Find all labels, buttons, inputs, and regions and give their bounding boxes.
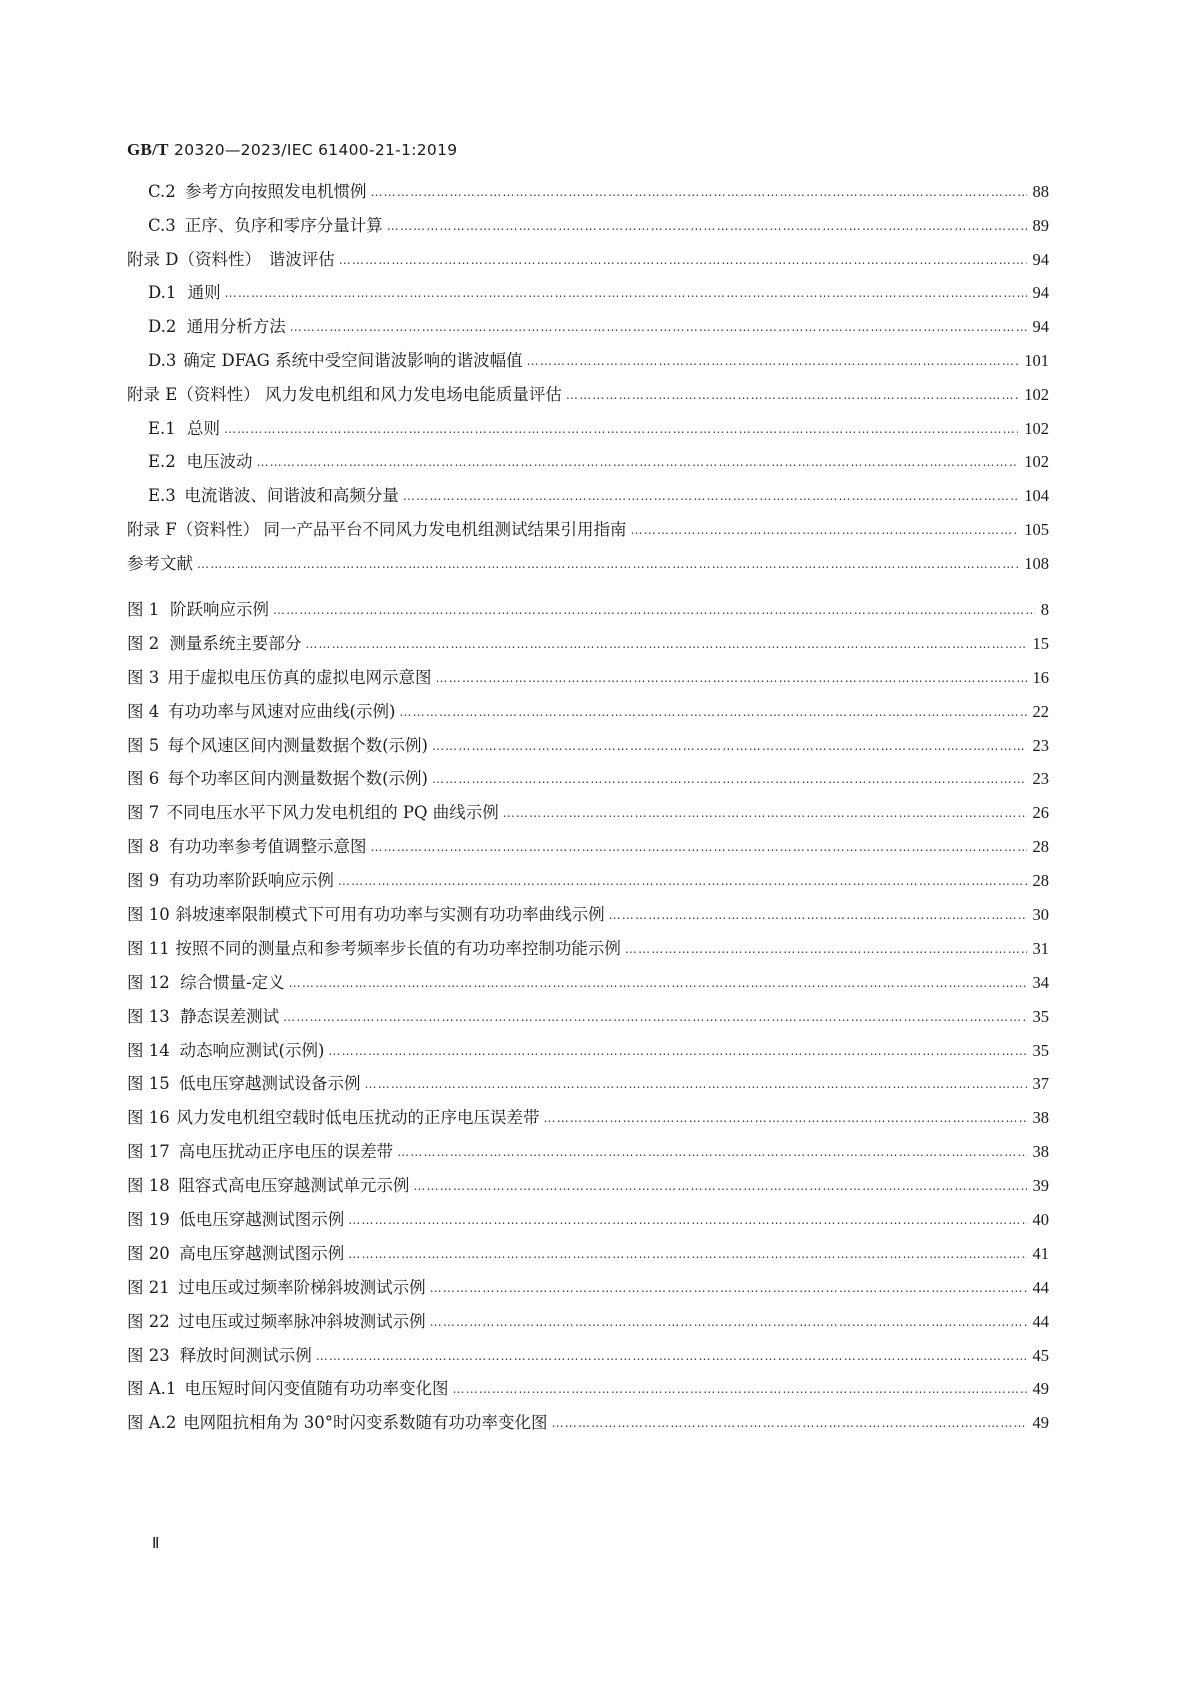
dot-leader — [413, 1179, 1026, 1193]
figure-title: 按照不同的测量点和参考频率步长值的有功功率控制功能示例 — [175, 938, 621, 958]
toc-page-number: 105 — [1024, 519, 1049, 539]
figure-page-number: 28 — [1032, 871, 1049, 891]
dot-leader — [365, 1077, 1027, 1091]
standard-prefix: GB/T — [127, 140, 169, 159]
figure-label: 图 9 — [127, 871, 160, 891]
figure-page-number: 49 — [1032, 1413, 1049, 1433]
figure-entry[interactable] — [127, 1240, 1049, 1274]
figure-label: 图 10 — [127, 905, 170, 925]
toc-label: D.2 — [148, 317, 177, 337]
figure-page-number: 35 — [1032, 1040, 1049, 1060]
figure-page-number: 30 — [1032, 905, 1049, 925]
figure-entry[interactable] — [127, 698, 1049, 732]
table-of-contents — [127, 178, 1049, 584]
toc-page-number: 101 — [1024, 350, 1049, 370]
figure-title: 阶跃响应示例 — [169, 600, 269, 619]
dot-leader — [625, 942, 1027, 956]
figure-page-number: 28 — [1032, 837, 1049, 857]
toc-title: 风力发电机组和风力发电场电能质量评估 — [264, 384, 562, 404]
toc-label: 附录 D（资料性） — [127, 249, 261, 269]
figure-title: 过电压或过频率脉冲斜坡测试示例 — [178, 1311, 426, 1331]
toc-entry[interactable] — [127, 381, 1049, 415]
toc-title: 确定 DFAG 系统中受空间谐波影响的谐波幅值 — [183, 350, 523, 370]
figure-entry[interactable] — [127, 935, 1049, 969]
figure-label: 图 14 — [127, 1040, 170, 1060]
figure-page-number: 40 — [1032, 1210, 1049, 1230]
dot-leader — [544, 1111, 1027, 1125]
figure-title: 阻容式高电压穿越测试单元示例 — [178, 1176, 410, 1196]
toc-page-number: 89 — [1032, 215, 1049, 235]
dot-leader — [387, 219, 1027, 233]
toc-label: E.3 — [148, 486, 176, 506]
dot-leader — [631, 523, 1019, 537]
figure-page-number: 44 — [1032, 1311, 1049, 1331]
dot-leader — [399, 705, 1026, 719]
figure-label: 图 2 — [127, 633, 160, 653]
toc-entry[interactable] — [127, 178, 1049, 212]
figure-page-number: 44 — [1032, 1277, 1049, 1297]
figure-page-number: 38 — [1032, 1108, 1049, 1128]
figure-label: 图 16 — [127, 1108, 170, 1128]
figure-label: 图 17 — [127, 1142, 170, 1162]
figure-entry[interactable] — [127, 1308, 1049, 1342]
page-number-footer: Ⅱ — [152, 1536, 160, 1552]
standard-number: 20320—2023/IEC 61400-21-1:2019 — [168, 141, 458, 159]
dot-leader — [283, 1010, 1026, 1024]
toc-label: D.1 — [148, 283, 177, 303]
figure-title: 斜坡速率限制模式下可用有功功率与实测有功功率曲线示例 — [175, 905, 605, 925]
toc-title: 电流谐波、间谐波和高频分量 — [184, 486, 399, 506]
toc-entry[interactable] — [127, 448, 1049, 482]
dot-leader — [503, 806, 1027, 820]
figure-label: 图 11 — [127, 938, 170, 958]
figure-page-number: 15 — [1032, 633, 1049, 653]
figure-entry[interactable] — [127, 1409, 1049, 1443]
dot-leader — [224, 422, 1018, 436]
dot-leader — [432, 772, 1027, 786]
dot-leader — [609, 908, 1027, 922]
toc-page-number: 94 — [1032, 283, 1049, 303]
figure-entry[interactable] — [127, 1342, 1049, 1376]
figure-label: 图 13 — [127, 1006, 170, 1026]
figure-entry[interactable] — [127, 1003, 1049, 1037]
toc-entry[interactable] — [127, 212, 1049, 246]
dot-leader — [197, 557, 1018, 571]
figure-entry[interactable] — [127, 1274, 1049, 1308]
figure-title: 释放时间测试示例 — [179, 1345, 312, 1365]
figure-label: 图 23 — [127, 1345, 170, 1365]
toc-entry[interactable] — [127, 482, 1049, 516]
dot-leader — [339, 253, 1027, 267]
toc-page-number: 94 — [1032, 317, 1049, 337]
figure-entry[interactable] — [127, 833, 1049, 867]
figure-page-number: 16 — [1032, 667, 1049, 687]
figure-entry[interactable] — [127, 867, 1049, 901]
dot-leader — [527, 354, 1019, 368]
figure-label: 图 4 — [127, 701, 160, 721]
dot-leader — [370, 840, 1026, 854]
toc-page-number: 104 — [1024, 486, 1049, 506]
figure-entry[interactable] — [127, 799, 1049, 833]
figure-entry[interactable] — [127, 1104, 1049, 1138]
figure-entry[interactable] — [127, 630, 1049, 664]
figure-title: 低电压穿越测试设备示例 — [179, 1074, 361, 1094]
toc-page-number: 88 — [1032, 182, 1049, 201]
toc-label: 附录 F（资料性） — [127, 519, 260, 539]
figure-label: 图 3 — [127, 667, 160, 687]
figure-title: 风力发电机组空载时低电压扰动的正序电压误差带 — [176, 1108, 540, 1128]
figure-label: 图 20 — [127, 1243, 170, 1263]
figure-page-number: 37 — [1032, 1074, 1049, 1094]
figure-page-number: 38 — [1032, 1142, 1049, 1162]
figure-page-number: 49 — [1032, 1379, 1049, 1399]
dot-leader — [305, 637, 1026, 651]
figure-title: 每个功率区间内测量数据个数(示例) — [167, 769, 428, 789]
figure-page-number: 23 — [1032, 735, 1049, 755]
figure-page-number: 23 — [1032, 769, 1049, 789]
figure-title: 电压短时间闪变值随有功功率变化图 — [184, 1379, 449, 1399]
toc-label: D.3 — [148, 350, 177, 370]
figure-page-number: 22 — [1032, 701, 1049, 721]
figure-entry[interactable] — [127, 1206, 1049, 1240]
dot-leader — [273, 603, 1035, 617]
toc-title: 通用分析方法 — [186, 317, 286, 337]
figure-title: 高电压扰动正序电压的误差带 — [178, 1142, 394, 1162]
dot-leader — [316, 1349, 1027, 1363]
figure-title: 有功功率阶跃响应示例 — [168, 871, 334, 891]
dot-leader — [430, 1281, 1027, 1295]
figure-label: 图 6 — [127, 769, 160, 789]
toc-label: C.2 — [148, 182, 176, 201]
figure-title: 过电压或过频率阶梯斜坡测试示例 — [178, 1277, 426, 1297]
figure-title: 测量系统主要部分 — [169, 633, 302, 653]
dot-leader — [256, 455, 1018, 469]
toc-title: 正序、负序和零序分量计算 — [184, 215, 383, 235]
toc-entry[interactable] — [127, 550, 1049, 584]
toc-title: 同一产品平台不同风力发电机组测试结果引用指南 — [263, 519, 627, 539]
figure-page-number: 31 — [1032, 938, 1049, 958]
toc-entry[interactable] — [127, 415, 1049, 449]
figure-label: 图 15 — [127, 1074, 170, 1094]
figure-label: 图 21 — [127, 1277, 170, 1297]
dot-leader — [566, 388, 1018, 402]
figure-title: 每个风速区间内测量数据个数(示例) — [167, 735, 428, 755]
figure-label: 图 7 — [127, 803, 160, 823]
toc-title: 总则 — [186, 418, 220, 438]
toc-label: E.2 — [148, 452, 176, 472]
dot-leader — [397, 1145, 1026, 1159]
dot-leader — [452, 1382, 1026, 1396]
figure-label: 图 18 — [127, 1176, 170, 1196]
dot-leader — [338, 874, 1027, 888]
list-of-figures — [127, 596, 1049, 1443]
figure-entry[interactable] — [127, 1037, 1049, 1071]
toc-page-number: 94 — [1032, 249, 1049, 269]
figure-page-number: 39 — [1032, 1176, 1049, 1196]
toc-entry[interactable] — [127, 313, 1049, 347]
figure-entry[interactable] — [127, 596, 1049, 630]
figure-page-number: 35 — [1032, 1006, 1049, 1026]
figure-title: 高电压穿越测试图示例 — [179, 1243, 345, 1263]
figure-label: 图 19 — [127, 1210, 170, 1230]
toc-entry[interactable] — [127, 347, 1049, 381]
figure-title: 不同电压水平下风力发电机组的 PQ 曲线示例 — [166, 803, 499, 823]
dot-leader — [348, 1247, 1026, 1261]
figure-label: 图 22 — [127, 1311, 170, 1331]
figure-title: 静态误差测试 — [180, 1006, 280, 1026]
figure-label: 图 A.2 — [127, 1413, 177, 1433]
toc-title: 谐波评估 — [268, 249, 335, 269]
toc-entry[interactable] — [127, 279, 1049, 313]
figure-entry[interactable] — [127, 1070, 1049, 1104]
figure-entry[interactable] — [127, 1375, 1049, 1409]
figure-title: 动态响应测试(示例) — [179, 1040, 325, 1060]
dot-leader — [225, 286, 1027, 300]
figure-title: 综合惯量-定义 — [180, 972, 285, 992]
figure-entry[interactable] — [127, 1172, 1049, 1206]
toc-entry[interactable] — [127, 246, 1049, 280]
dot-leader — [403, 489, 1018, 503]
toc-label: 参考文献 — [127, 553, 193, 573]
dot-leader — [432, 739, 1027, 753]
dot-leader — [328, 1044, 1026, 1058]
figure-entry[interactable] — [127, 664, 1049, 698]
figure-title: 有功功率参考值调整示意图 — [168, 837, 367, 857]
figure-entry[interactable] — [127, 1138, 1049, 1172]
toc-label: 附录 E（资料性） — [127, 384, 260, 404]
figure-page-number: 45 — [1032, 1345, 1049, 1365]
figure-label: 图 8 — [127, 837, 160, 857]
figure-label: 图 1 — [127, 600, 160, 619]
toc-page-number: 102 — [1024, 452, 1049, 472]
toc-label: E.1 — [148, 418, 176, 438]
dot-leader — [436, 671, 1027, 685]
figure-title: 低电压穿越测试图示例 — [179, 1210, 345, 1230]
figure-page-number: 26 — [1032, 803, 1049, 823]
figure-title: 有功功率与风速对应曲线(示例) — [168, 701, 396, 721]
figure-label: 图 A.1 — [127, 1379, 177, 1399]
figure-page-number: 41 — [1032, 1243, 1049, 1263]
toc-title: 通则 — [187, 283, 221, 303]
figure-label: 图 5 — [127, 735, 160, 755]
toc-entry[interactable] — [127, 516, 1049, 550]
figure-entry[interactable] — [127, 969, 1049, 1003]
toc-page-number: 108 — [1024, 553, 1049, 573]
dot-leader — [370, 185, 1026, 199]
toc-title: 电压波动 — [186, 452, 253, 472]
dot-leader — [430, 1315, 1027, 1329]
figure-entry[interactable] — [127, 901, 1049, 935]
toc-title: 参考方向按照发电机惯例 — [184, 182, 367, 201]
toc-label: C.3 — [148, 215, 176, 235]
document-header — [127, 140, 457, 160]
figure-title: 用于虚拟电压仿真的虚拟电网示意图 — [167, 667, 432, 687]
dot-leader — [290, 320, 1027, 334]
figure-page-number: 8 — [1040, 600, 1049, 619]
dot-leader — [552, 1416, 1027, 1430]
figure-entry[interactable] — [127, 732, 1049, 766]
figure-title: 电网阻抗相角为 30°时闪变系数随有功功率变化图 — [183, 1413, 548, 1433]
figure-page-number: 34 — [1032, 972, 1049, 992]
figure-entry[interactable] — [127, 765, 1049, 799]
toc-page-number: 102 — [1024, 418, 1049, 438]
figure-label: 图 12 — [127, 972, 170, 992]
dot-leader — [348, 1213, 1026, 1227]
toc-page-number: 102 — [1024, 384, 1049, 404]
dot-leader — [289, 976, 1027, 990]
